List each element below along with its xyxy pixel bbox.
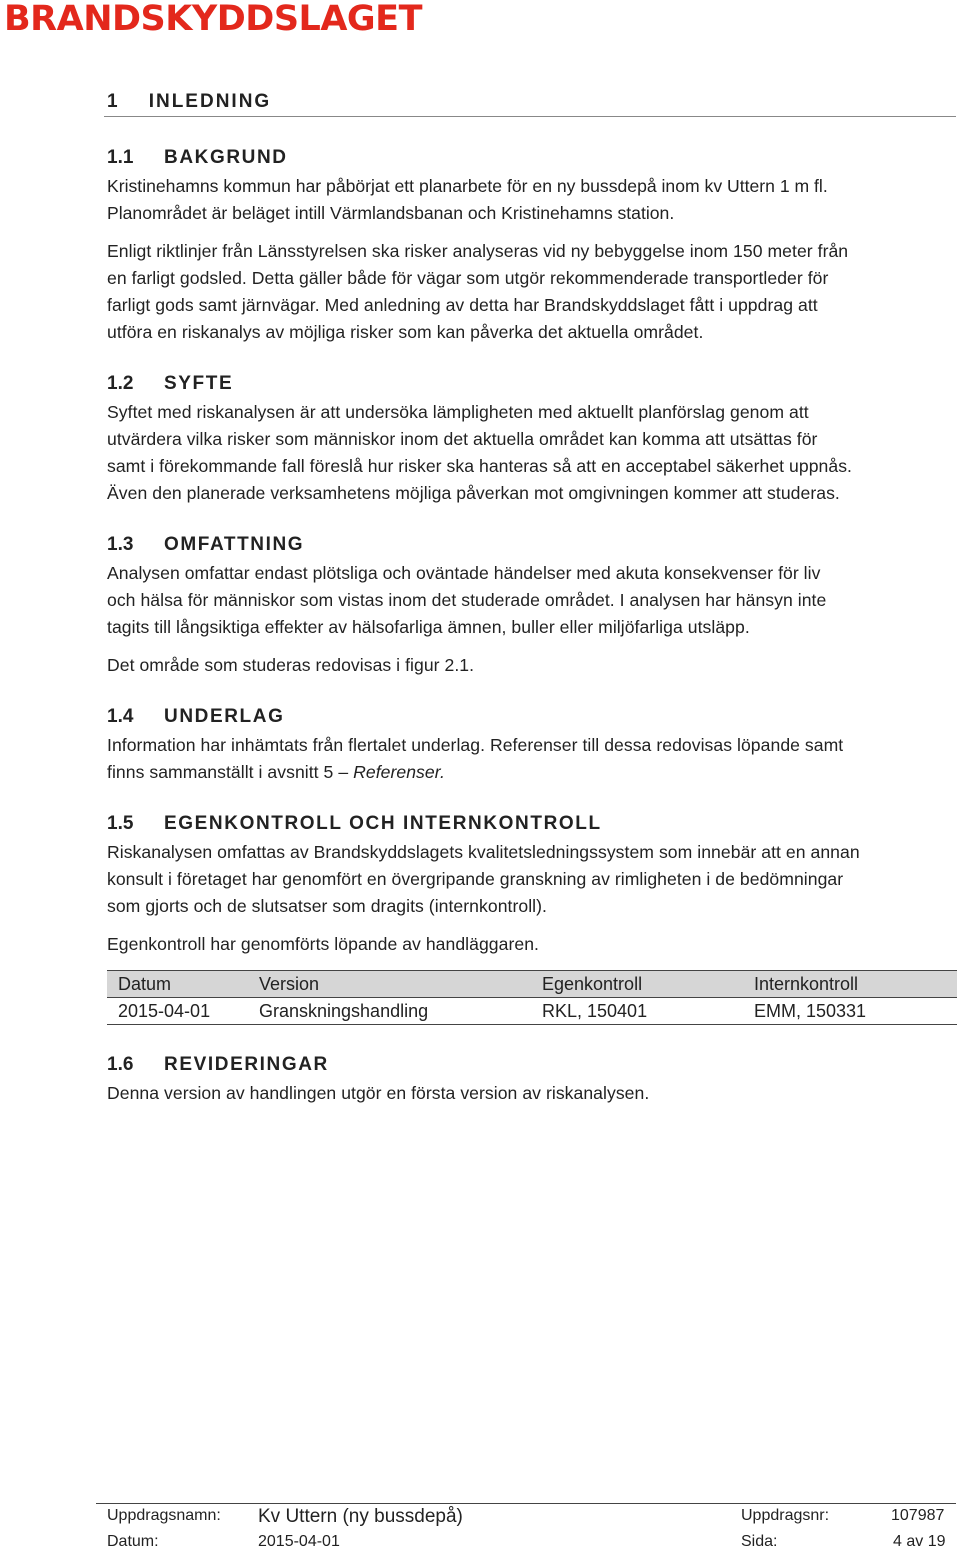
text-line: Kristinehamns kommun har påbörjat ett planarbete för en ny bussdepå inom kv Uttern 1 m fl. — [107, 176, 828, 196]
text-line: samt i förekommande fall föreslå hur risker ska hanteras så att en acceptabel säkerhet uppnås. — [107, 456, 852, 476]
text-line: Denna version av handlingen utgör en första version av riskanalysen. — [107, 1083, 650, 1103]
section-heading-underlag — [107, 706, 284, 728]
bakgrund-paragraph-1 — [107, 173, 959, 227]
footer-assignment-no: 107987 — [891, 1507, 945, 1524]
footer-page-label: Sida: — [741, 1533, 778, 1550]
syfte-paragraph — [107, 399, 959, 507]
text-line: Det område som studeras redovisas i figur 2.1. — [107, 655, 475, 675]
section-number: 1.2 — [107, 373, 134, 394]
column-header-datum: Datum — [118, 973, 172, 994]
section-title: EGENKONTROLL OCH INTERNKONTROLL — [164, 813, 602, 834]
text-segment: finns sammanställt i avsnitt 5 – — [107, 762, 354, 782]
egenkontroll-paragraph-2 — [107, 931, 959, 958]
text-line: Enligt riktlinjer från Länsstyrelsen ska risker analyseras vid ny bebyggelse inom 150 meter från — [107, 241, 849, 261]
text-line — [107, 759, 959, 786]
footer-assignment-name: Kv Uttern (ny bussdepå) — [258, 1506, 463, 1527]
section-number: 1.3 — [107, 534, 134, 555]
egenkontroll-paragraph-1 — [107, 839, 959, 920]
text-line: Även den planerade verksamhetens möjliga påverkan mot omgivningen kommer att studeras. — [107, 483, 840, 503]
text-segment: Detta gäller både för vägar som utgör rekommenderade transportleder för — [246, 268, 829, 288]
text-line: tagits till långsiktiga effekter av hälsofarliga ämnen, buller eller miljöfarliga utsläpp. — [107, 617, 750, 637]
table-header-row — [107, 971, 957, 998]
text-line: som gjorts och de slutsatser som dragits (internkontroll). — [107, 896, 547, 916]
section-title: SYFTE — [164, 373, 234, 394]
section-title: REVIDERINGAR — [164, 1054, 329, 1075]
footer-date: 2015-04-01 — [258, 1533, 340, 1550]
brandskyddslaget-logo: BRANDSKYDDSLAGET — [4, 0, 422, 39]
omfattning-paragraph-2 — [107, 652, 959, 679]
underlag-paragraph — [107, 732, 959, 786]
table-cell: RKL, 150401 — [542, 1000, 648, 1021]
section-heading-egenkontroll — [107, 813, 602, 835]
text-line — [107, 265, 959, 292]
chapter-number: 1 — [107, 91, 120, 112]
text-line: Syftet med riskanalysen är att undersöka lämpligheten med aktuellt planförslag genom att — [107, 402, 809, 422]
column-header-internkontroll: Internkontroll — [754, 973, 859, 994]
text-line: Riskanalysen omfattas av Brandskyddslagets kvalitetsledningssystem som innebär att en annan — [107, 842, 860, 862]
text-line: Planområdet är beläget intill Värmlandsbanan och Kristinehamns station. — [107, 203, 675, 223]
text-line: Egenkontroll har genomförts löpande av handläggaren. — [107, 934, 539, 954]
text-line: konsult i företaget har genomfört en övergripande granskning av rimligheten i de bedömningar — [107, 869, 844, 889]
section-heading-syfte — [107, 373, 233, 395]
section-heading-revideringar — [107, 1054, 329, 1076]
table-row — [107, 998, 957, 1025]
section-title: BAKGRUND — [164, 147, 288, 168]
section-heading-omfattning — [107, 534, 304, 556]
section-title: OMFATTNING — [164, 534, 305, 555]
table-cell: Granskningshandling — [259, 1000, 429, 1021]
column-header-egenkontroll: Egenkontroll — [542, 973, 643, 994]
section-number: 1.5 — [107, 813, 134, 834]
reference-emphasis: Referenser. — [353, 762, 445, 782]
chapter-heading-rule — [104, 116, 956, 117]
chapter-heading — [107, 91, 271, 113]
text-line: utföra en riskanalys av möjliga risker som kan påverka det aktuella området. — [107, 322, 704, 342]
text-line: och hälsa för människor som vistas inom det studerade området. I analysen har hänsyn inte — [107, 590, 827, 610]
footer-rule — [96, 1503, 956, 1504]
text-line: Analysen omfattar endast plötsliga och oväntade händelser med akuta konsekvenser för liv — [107, 563, 821, 583]
omfattning-paragraph-1 — [107, 560, 959, 641]
section-title: UNDERLAG — [164, 706, 285, 727]
chapter-title: INLEDNING — [148, 91, 272, 112]
text-line: Information har inhämtats från flertalet underlag. Referenser till dessa redovisas löpande samt — [107, 735, 844, 755]
section-number: 1.6 — [107, 1054, 134, 1075]
control-table — [107, 970, 957, 1025]
section-number: 1.4 — [107, 706, 134, 727]
footer-page-number: 4 av 19 — [893, 1533, 946, 1550]
text-line: utvärdera vilka risker som människor inom det aktuella området kan komma att utsättas för — [107, 429, 818, 449]
bakgrund-paragraph-2 — [107, 238, 959, 346]
text-segment: farligt gods samt järnvägar. — [107, 295, 320, 315]
table-cell: EMM, 150331 — [754, 1000, 867, 1021]
table-cell: 2015-04-01 — [118, 1000, 211, 1021]
text-segment: Med anledning av detta har Brandskyddslaget fått i uppdrag att — [319, 295, 818, 315]
footer-assignment-name-label: Uppdragsnamn: — [107, 1507, 221, 1524]
section-heading-bakgrund — [107, 147, 288, 169]
text-line — [107, 292, 959, 319]
revideringar-paragraph — [107, 1080, 959, 1107]
footer-date-label: Datum: — [107, 1533, 159, 1550]
footer-assignment-no-label: Uppdragsnr: — [741, 1507, 830, 1524]
text-segment: en farligt godsled. — [107, 268, 247, 288]
column-header-version: Version — [259, 973, 320, 994]
section-number: 1.1 — [107, 147, 134, 168]
